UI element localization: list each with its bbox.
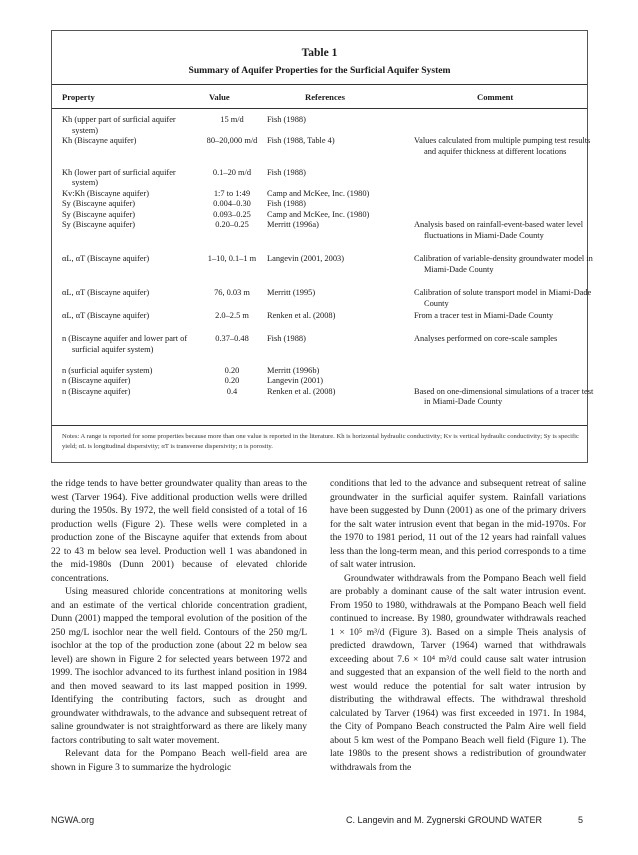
cell-value: 0.4 xyxy=(226,386,238,396)
cell-comment: Based on one-dimensional simulations of a tracer test in Miami-Dade County xyxy=(414,386,594,406)
cell-comment: Analyses performed on core-scale samples xyxy=(414,334,558,343)
cell-property: Kv:Kh (Biscayne aquifer) xyxy=(62,188,149,198)
footer-journal: C. Langevin and M. Zygnerski GROUND WATER xyxy=(346,815,543,825)
table-row xyxy=(52,254,593,288)
table-row xyxy=(52,386,594,408)
cell-value: 0.1–20 m/d xyxy=(212,167,252,177)
table-row xyxy=(52,115,587,136)
table-top-rule xyxy=(52,84,587,85)
cell-value: 0.093–0.25 xyxy=(213,209,251,219)
cell-property: Sy (Biscayne aquifer) xyxy=(62,220,136,229)
cell-reference: Langevin (2001, 2003) xyxy=(267,254,344,263)
table-row xyxy=(52,168,587,189)
cell-value: 0.004–0.30 xyxy=(213,199,251,208)
cell-reference: Fish (1988, Table 4) xyxy=(267,136,335,145)
cell-value: 0.20 xyxy=(224,365,240,375)
cell-comment: Calibration of solute transport model in Miami-Dade County xyxy=(414,288,592,308)
cell-property: n (Biscayne aquifer) xyxy=(62,386,131,396)
table-row xyxy=(52,136,591,168)
table-notes: Notes: A range is reported for some properties because more than one value is reported in the literature. Kh is horizontal hydraulic conductivity; Kv is vertical hydraulic conductivity; Sy is specific yield; αL is longitudinal dispersivity; αT is transverse dispersivity; n is porosity. xyxy=(62,433,579,450)
cell-property: n (Biscayne aquifer) xyxy=(62,376,131,385)
cell-property: αL, αT (Biscayne aquifer) xyxy=(62,288,150,297)
header-references: References xyxy=(305,92,345,102)
paragraph: Groundwater withdrawals from the Pompano Beach well field are probably a dominant cause of the salt water intrusion event. From 1950 to 1980, withdrawals at the Pompano Beach well field continued to increase. By 1980, groundwater withdrawals reached 1 × 10⁵ m³/d (Figure 3). Based on a simple Theis analysis of predicted drawdown, Tarver (1964) warned that withdrawals exceeding about 7.6 × 10⁴ m³/d could cause salt water intrusion and suggested that an expansion of the well field to the north and west would reduce the potential for salt water intrusion by distributing the withdrawal effects. The withdrawal threshold calculated by Tarver (1964) was first exceeded in 1971. In 1984, the City of Pompano Beach constructed the Palm Aire well field about 5 km west of the Pompano Beach well field (Figure 1). The late 1980s to the present shows a redistribution of groundwater withdrawals from the xyxy=(330,573,586,773)
cell-reference: Renken et al. (2008) xyxy=(267,386,336,396)
cell-reference: Langevin (2001) xyxy=(267,376,324,385)
footer-left: NGWA.org xyxy=(51,815,95,825)
table-number: Table 1 xyxy=(301,47,338,59)
cell-property: Kh (lower part of surficial aquifer system) xyxy=(62,167,176,187)
cell-reference: Merritt (1996a) xyxy=(267,220,319,229)
cell-comment: From a tracer test in Miami-Dade County xyxy=(414,311,554,320)
cell-reference: Renken et al. (2008) xyxy=(267,311,336,320)
cell-reference: Fish (1988) xyxy=(267,199,306,208)
paragraph: Relevant data for the Pompano Beach well-field area are shown in Figure 3 to summarize the hydrologic xyxy=(51,749,307,773)
cell-property: Sy (Biscayne aquifer) xyxy=(62,209,136,219)
cell-reference: Merritt (1995) xyxy=(267,288,316,297)
cell-value: 1:7 to 1:49 xyxy=(213,188,251,198)
table-title: Summary of Aquifer Properties for the Surficial Aquifer System xyxy=(188,65,451,76)
cell-reference: Fish (1988) xyxy=(267,115,306,124)
cell-reference: Camp and McKee, Inc. (1980) xyxy=(267,188,370,198)
cell-property: n (surficial aquifer system) xyxy=(62,365,153,375)
cell-value: 15 m/d xyxy=(220,115,244,124)
cell-comment: Analysis based on rainfall-event-based water level fluctuations in Miami-Dade County xyxy=(414,220,584,240)
table-row xyxy=(52,311,587,334)
table-row xyxy=(52,189,587,200)
cell-comment: Values calculated from multiple pumping test results and aquifer thickness at different locations xyxy=(414,136,591,156)
table-row xyxy=(52,334,587,366)
cell-value: 1–10, 0.1–1 m xyxy=(207,254,257,263)
cell-value: 0.20 xyxy=(224,376,240,385)
cell-value: 80–20,000 m/d xyxy=(206,136,258,145)
table-notes-rule xyxy=(52,425,587,426)
table-row xyxy=(52,199,587,210)
table-row xyxy=(52,376,587,387)
table-header-rule xyxy=(52,108,587,109)
table-rows xyxy=(52,115,594,408)
cell-property: Sy (Biscayne aquifer) xyxy=(62,199,136,208)
paragraph: conditions that led to the advance and subsequent retreat of saline groundwater in the surficial aquifer system. Rainfall variations have been suggested by Dunn (2001) as one of the primary drivers for the salt water intrusion event that began in the mid-1970s. For the 1970 to 1981 period, 11 out of the 12 years had rainfall values less than the long-term mean, and this period corresponds to a time of salt water intrusion. xyxy=(330,479,586,570)
table-row xyxy=(52,288,592,311)
cell-property: αL, αT (Biscayne aquifer) xyxy=(62,311,150,320)
cell-reference: Camp and McKee, Inc. (1980) xyxy=(267,209,370,219)
cell-property: Kh (Biscayne aquifer) xyxy=(62,136,137,145)
body-column-right xyxy=(330,478,586,775)
cell-reference: Fish (1988) xyxy=(267,334,306,343)
cell-comment: Calibration of variable-density groundwater model in Miami-Dade County xyxy=(414,254,593,274)
cell-property: αL, αT (Biscayne aquifer) xyxy=(62,254,150,263)
cell-reference: Fish (1988) xyxy=(267,167,306,177)
cell-value: 76, 0.03 m xyxy=(214,288,250,297)
cell-value: 0.20–0.25 xyxy=(215,220,249,229)
header-comment: Comment xyxy=(477,92,514,102)
paragraph: Using measured chloride concentrations at monitoring wells and an estimate of the vertical chloride concentration gradient, Dunn (2001) mapped the temporal evolution of the position of the 250 mg/L isochlor near the well field. Contours of the 250 mg/L isochlor at the top of the production zone (about 22 m below sea level) are shown in Figure 2 for selected years between 1972 and 1999. The isochlor advanced to its furthest inland position in 1984 and then moved seaward to its last mapped position in 1999. Identifying the contributing factors, such as drought and groundwater withdrawals, to the advance and subsequent retreat of saline groundwater is not straightforward as there are likely many factors contributing to salt water movement. xyxy=(51,587,307,746)
paragraph: the ridge tends to have better groundwater quality than areas to the west (Tarver 1964). Five additional production wells were drilled during the 1950s. By 1972, the well field consisted of a total of 16 production wells (Figure 2). These wells were completed in a production zone of the Biscayne aquifer that extends from about 22 to 43 m below sea level. Production well 1 was abandoned in the mid-1980s (Dunn 2001) because of elevated chloride concentrations. xyxy=(51,479,307,584)
page-number: 5 xyxy=(578,815,584,825)
table-row xyxy=(52,220,587,254)
cell-value: 2.0–2.5 m xyxy=(215,311,249,320)
header-value: Value xyxy=(209,92,230,102)
table-row xyxy=(52,366,587,377)
cell-value: 0.37–0.48 xyxy=(215,334,249,343)
cell-property: n (Biscayne aquifer and lower part of surficial aquifer system) xyxy=(62,334,188,354)
body-column-left xyxy=(51,478,307,775)
header-property: Property xyxy=(62,92,95,102)
cell-property: Kh (upper part of surficial aquifer system) xyxy=(62,115,176,135)
table-row xyxy=(52,210,587,221)
cell-reference: Merritt (1996b) xyxy=(267,365,320,375)
table-1 xyxy=(51,30,594,463)
